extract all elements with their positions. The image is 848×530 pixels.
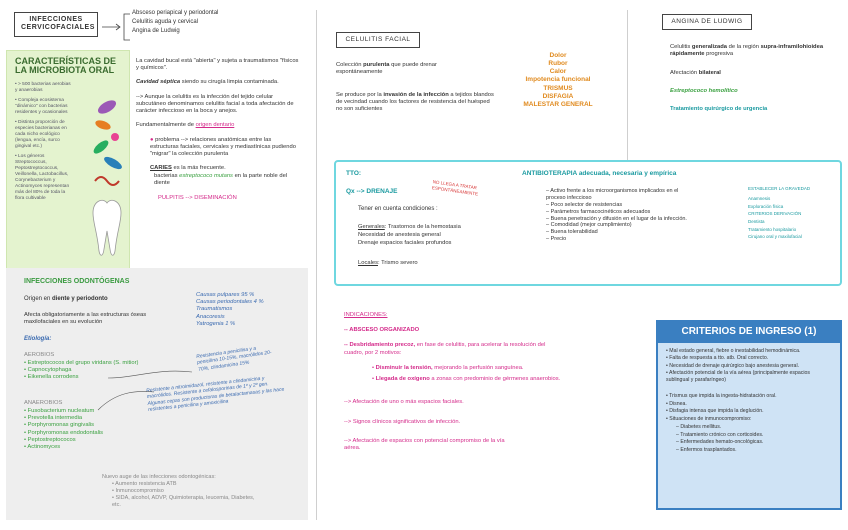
severity-title: ESTABLECER LA GRAVEDAD bbox=[748, 186, 811, 191]
anaerobio-item: • Actinomyces bbox=[24, 444, 61, 451]
severity-item: CRITERIOS DERIVACIÓN bbox=[748, 211, 802, 217]
sign-item: TRISMUS bbox=[543, 84, 573, 92]
criterio-item: • Situaciones de inmunocompromiso: bbox=[666, 415, 752, 422]
severity-item: Tratamiento hospitalario bbox=[748, 226, 797, 232]
odontogenas-panel bbox=[6, 268, 308, 520]
severity-item: Dentista bbox=[748, 218, 765, 224]
microbiota-bullet: • > 500 bacterias aerobias y anaerobias bbox=[15, 81, 71, 93]
aerobio-item: • Eikenella corrodens bbox=[24, 374, 79, 381]
anaerobios-note: Resistente a nitroimidazol, resistente a clindamicina y macrólidos. Resistente a cefalosporinas de 1º y 2º gen. Algunas cepas son productoras de betalactamasas y las hace resistentes a penicilina y amoxicilina bbox=[146, 375, 285, 413]
cause-item: Yatrogenia 1 % bbox=[196, 320, 236, 327]
etiologia-label: Etiología: bbox=[24, 336, 52, 342]
resurgence-list bbox=[102, 481, 262, 509]
abx-item: – Comodidad (mejor cumplimiento) bbox=[546, 222, 632, 229]
anaerobio-item: • Peptostreptococos bbox=[24, 436, 76, 443]
sign-item: MALESTAR GENERAL bbox=[523, 100, 593, 108]
aerobio-item: • Capnocytophaga bbox=[24, 367, 72, 374]
microbiota-panel bbox=[6, 50, 130, 270]
abx-item: – Poco selector de resistencias bbox=[546, 201, 623, 208]
afect-3: --> Afectación de espacios con potencial compromiso de la vía aérea. bbox=[344, 437, 505, 452]
afect-1: --> Afectación de uno o más espacios faciales. bbox=[344, 399, 464, 406]
microbiota-text bbox=[136, 58, 301, 202]
motivo-1: • Disminuir la tensión, mejorando la perfusión sanguínea. bbox=[372, 364, 524, 371]
criterios-box bbox=[656, 320, 842, 510]
criterios-title: CRITERIOS DE INGRESO (1) bbox=[658, 322, 840, 343]
motivo-2: • Llegada de oxígeno a zonas con predominio de gérmenes anaerobios. bbox=[372, 376, 561, 383]
tto-box bbox=[334, 160, 842, 286]
conditions-general-3: Drenaje espacios faciales profundos bbox=[358, 240, 452, 246]
severity-item: Exploración física bbox=[748, 203, 784, 209]
severity-list bbox=[748, 196, 802, 242]
cause-item: Traumatismos bbox=[196, 306, 233, 313]
severity-item: Cirujano oral y maxilofacial bbox=[748, 234, 802, 240]
sign-item: Rubor bbox=[548, 60, 568, 68]
celulitis-def: Colección purulenta que puede drenar espontáneamente bbox=[336, 62, 437, 76]
resurgence-item: • SIDA, alcohol, ADVP, Quimioterapia, leucemia, Diabetes, etc. bbox=[112, 494, 255, 508]
classification-list bbox=[132, 10, 262, 37]
affects-line: Afecta obligatoriamente a las estructuras óseas maxilofaciales en su evolución bbox=[24, 312, 147, 326]
criterio-item: • Disnea. bbox=[666, 400, 687, 407]
tooth-icon bbox=[93, 200, 121, 255]
abx-item: – Precio bbox=[546, 236, 567, 243]
microbiota-bullets bbox=[7, 76, 79, 202]
anaerobios-title: ANAEROBIOS bbox=[24, 400, 63, 406]
cause-item: Causas pulpares 95 % bbox=[196, 292, 255, 298]
abx-title: ANTIBIOTERAPIA adecuada, necesaria y empírica bbox=[522, 170, 677, 177]
sign-item: Dolor bbox=[549, 52, 567, 59]
abx-item: – Activo frente a los microorganismos implicados en el proceso infeccioso bbox=[546, 188, 679, 201]
microbiota-title: CARACTERÍSTICAS DE LA MICROBIOTA ORAL bbox=[15, 56, 117, 76]
resurgence-block bbox=[102, 474, 262, 508]
main-title: INFECCIONES CERVICOFACIALES bbox=[14, 12, 98, 37]
conditions-title: Tener en cuenta condiciones : bbox=[358, 206, 438, 212]
resurgence-title: Nuevo auge de las infecciones odontogénicas: bbox=[102, 474, 216, 480]
anaerobio-item: • Prevotella intermedia bbox=[24, 415, 83, 422]
criterio-sub-item: – Enfermos trasplantados. bbox=[676, 446, 737, 453]
pulpitis-text: PULPITIS --> DISEMINACIÓN bbox=[158, 195, 237, 202]
ludwig-line3: Estreptococo hemolítico bbox=[670, 88, 738, 94]
origin-line: Origen en diente y periodonto bbox=[24, 296, 108, 302]
bacteria-illustration bbox=[85, 91, 129, 261]
cause-item: Causas periodontales 4 % bbox=[196, 299, 264, 306]
problem-text: ● problema --> relaciones anatómicas entre las estructuras faciales, cervicales y mediastínicas pudiendo "migrar" la colección purulenta bbox=[150, 136, 296, 158]
tto-drain: Qx --> DRENAJE bbox=[346, 188, 398, 195]
criterios-group-1 bbox=[658, 343, 840, 384]
microbiota-bullet: • Los géneros Streptococcus, Peptostreptococcus, Veillonella, Lactobacillus, Corynebacterium y Actinomyces representan más del 80% de toda la flora cultivable bbox=[15, 153, 70, 201]
criterio-item: • Afectación potencial de la vía aérea (principalmente espacios sublingual y parafaríngeo) bbox=[666, 370, 810, 383]
sign-item: Calor bbox=[549, 68, 567, 76]
abx-item: – Buena penetración y difusión en el lugar de la infección. bbox=[546, 215, 687, 222]
classification-item: Angina de Ludwig bbox=[132, 28, 180, 34]
indicaciones-desbrid: -- Desbridamiento precoz, en fase de celulitis, para acelerar la resolución del cuadro, por 2 motivos: bbox=[344, 342, 546, 356]
criterios-group-2 bbox=[658, 384, 840, 422]
criterio-sub-item: – Tratamiento crónico con corticoides. bbox=[676, 431, 764, 438]
classification-item: Celulitis aguda y cervical bbox=[132, 19, 199, 25]
cellulitis-def-text: --> Aunque la celulitis es la infección del tejido celular subcutáneo denominamos celulitis facial a toda afectación de carácter infeccioso en la boca y anejos. bbox=[136, 93, 294, 115]
tto-drain-note: NO LLEGA A TRATAR ESPONTÁNEAMENTE bbox=[431, 179, 479, 197]
oral-cavity-text: La cavidad bucal está "abierta" y sujeta a traumatismos "físicos y químicos". bbox=[136, 58, 299, 72]
conditions-general-2: Necesidad de anestesia general bbox=[358, 232, 441, 238]
indicaciones-title: INDICACIONES: bbox=[344, 312, 388, 318]
conditions-general: Generales: Trastornos de la hemostasia bbox=[358, 224, 461, 230]
abx-item: – Buena tolerabilidad bbox=[546, 229, 598, 236]
conditions-local: Locales: Trismo severo bbox=[358, 260, 418, 266]
sign-item: DISFAGIA bbox=[542, 92, 574, 100]
abx-list bbox=[546, 188, 696, 243]
ludwig-line2: Afectación bilateral bbox=[670, 70, 721, 76]
resurgence-item: • Aumento resistencia ATB bbox=[112, 480, 177, 487]
aerobios-title: AEROBIOS bbox=[24, 352, 55, 358]
tto-label: TTO: bbox=[346, 170, 362, 177]
criterio-item: • Mal estado general, fiebre o inestabilidad hemodinámica. bbox=[666, 347, 801, 354]
ludwig-line1: Celulitis generalizada de la región supra-inframilohioidea rápidamente progresiva bbox=[670, 44, 824, 58]
anaerobio-item: • Porphyromonas endodontalis bbox=[24, 429, 104, 436]
criterio-item: • Falta de respuesta a tto. atb. Oral correcto. bbox=[666, 355, 769, 361]
origin-text: Fundamentalmente de origen dentario bbox=[136, 122, 235, 129]
indicaciones-block bbox=[344, 312, 644, 452]
bacteria-text: bacterias estreptococo mutans en la parte noble del diente bbox=[154, 172, 288, 186]
aerobio-item: • Estreptococos del grupo viridans (S. mitior) bbox=[24, 360, 139, 366]
aerobios-note: Resistencia a penicilina y a penicilina 10-15%, macrólidos 20-70%, clindamicina 15% bbox=[196, 345, 273, 373]
odontogenas-title: INFECCIONES ODONTÓGENAS bbox=[24, 278, 130, 285]
anaerobios-list bbox=[24, 408, 103, 451]
criterio-item: • Trismus que impida la ingesta-hidratación oral. bbox=[666, 393, 777, 399]
criterio-item: • Disfagia intensa que impida la deglución. bbox=[666, 408, 764, 414]
cause-item: Anacoresis bbox=[196, 313, 225, 320]
celulitis-title: CELULITIS FACIAL bbox=[336, 32, 420, 48]
abx-item: – Parámetros farmacocinéticos adecuados bbox=[546, 208, 651, 215]
signs-list bbox=[508, 52, 608, 109]
anaerobio-item: • Porphyromonas gingivalis bbox=[24, 422, 95, 429]
sign-item: Impotencia funcional bbox=[525, 76, 591, 84]
causes-list bbox=[196, 292, 264, 328]
classification-item: Absceso periapical y periodontal bbox=[132, 10, 219, 16]
ludwig-line4: Tratamiento quirúrgico de urgencia bbox=[670, 106, 768, 112]
celulitis-invasion: Se produce por la invasión de la infección a tejidos blandos de vecindad cuando los factores de resistencia del huésped no son suficientes bbox=[336, 92, 494, 113]
criterio-sub-item: – Enfermedades hemato-oncológicas. bbox=[676, 439, 764, 445]
ludwig-title: ANGINA DE LUDWIG bbox=[662, 14, 752, 30]
microbiota-bullet: • Compleja ecosistema "dinámico" con bacterias residentes y ocasionales bbox=[15, 97, 68, 115]
septic-text: Cavidad séptica siendo su cirugía limpia contaminada. bbox=[136, 79, 279, 86]
criterio-item: • Necesidad de drenaje quirúrgico bajo anestesia general. bbox=[666, 362, 800, 369]
anaerobio-item: • Fusobacterium nucleatum bbox=[24, 408, 95, 414]
microbiota-bullet: • Distinta proporción de especies bacterianas en cada nicho ecológico (lengua, encía, surco gingival etc.) bbox=[15, 119, 67, 149]
anaerobios-arrow bbox=[96, 386, 156, 416]
caries-text: CARIES es la más frecuente. bbox=[150, 165, 226, 172]
severity-item: Anamnesis bbox=[748, 196, 771, 201]
criterio-sub-item: – Diabetes mellitus. bbox=[676, 424, 722, 430]
indicaciones-absceso: -- ABSCESO ORGANIZADO bbox=[344, 327, 420, 334]
resurgence-item: • Inmunocompromiso bbox=[112, 487, 164, 494]
afect-2: --> Signos clínicos significativos de infección. bbox=[344, 418, 461, 425]
criterios-sub bbox=[658, 423, 840, 453]
